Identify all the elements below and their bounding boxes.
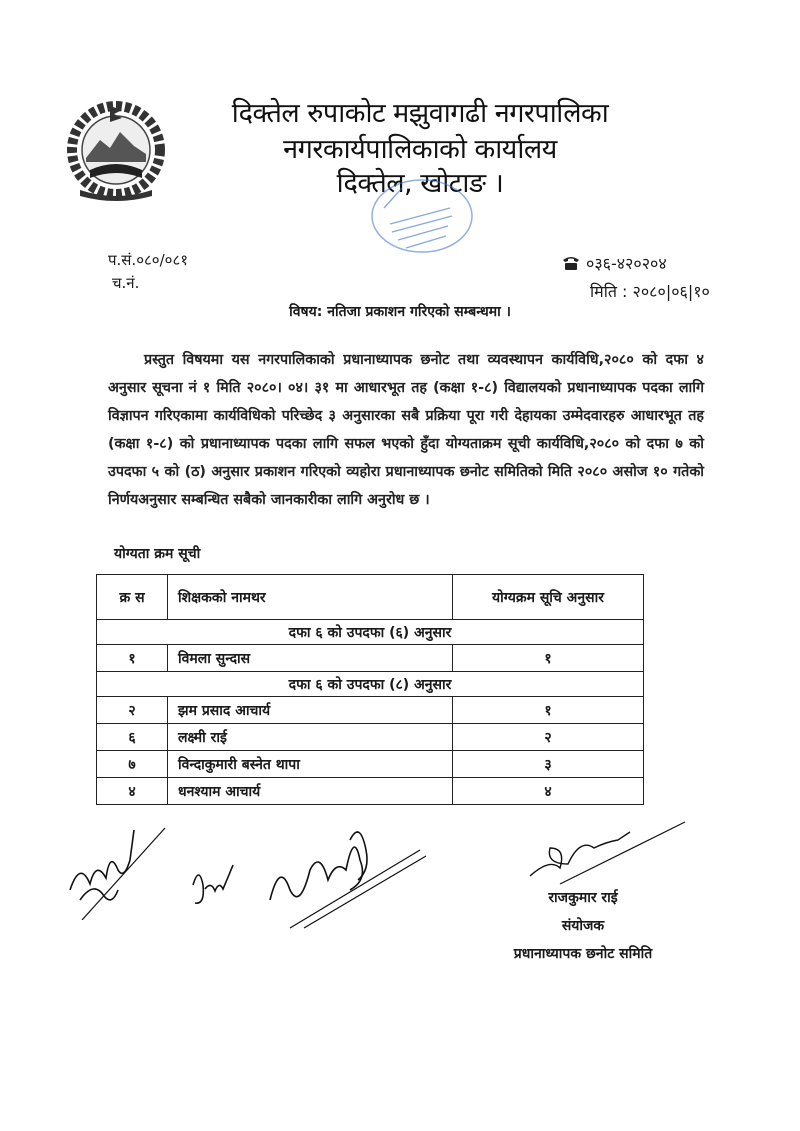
telephone-icon (562, 255, 580, 271)
signature-coordinator-icon (520, 818, 690, 888)
dispatch-number: च.नं. (112, 274, 140, 292)
cell-serial: २ (97, 697, 168, 724)
section-row (97, 672, 644, 697)
signature-member-3-icon (250, 820, 430, 930)
cell-rank: १ (453, 645, 644, 672)
table-row (97, 751, 644, 778)
cell-serial: १ (97, 645, 168, 672)
table-row (97, 645, 644, 672)
table-row (97, 697, 644, 724)
header-serial: क्र स (97, 575, 168, 620)
signature-member-1-icon (60, 820, 170, 920)
section-label: दफा ६ को उपदफा (६) अनुसार (97, 620, 644, 645)
letter-body-text: प्रस्तुत विषयमा यस नगरपालिकाको प्रधानाध्यापक छनोट तथा व्यवस्थापन कार्यविधि,२०८० को दफा ४ अनुसार सूचना नं १ मिति २०८०। ०४। ३१ मा आधारभूत तह (कक्षा १-८) विद्यालयको प्रधानाध्यापक पदका लागि विज्ञापन गरिएकामा कार्यविधिको परिच्छेद ३ अनुसारका सबै प्रक्रिया पूरा गरी देहायका उम्मेदवारहरु आधारभूत तह (कक्षा १-८) को प्रधानाध्यापक पदका लागि सफल भएको हुँदा योग्यताक्रम सूची कार्यविधि,२०८० को दफा ७ को उपदफा ५ को (ठ) अनुसार प्रकाशन गरिएको व्यहोरा प्रधानाध्यापक छनोट समितिको मिति २०८० असोज १० गतेको निर्णयअनुसार सम्बन्धित सबैको जानकारीका लागि अनुरोध छ । (108, 352, 704, 508)
section-label: दफा ६ को उपदफा (८) अनुसार (97, 672, 644, 697)
cell-name: विमला सुन्दास (168, 645, 453, 672)
letter-body (108, 346, 704, 514)
signatory-committee: प्रधानाध्यापक छनोट समिति (513, 946, 653, 962)
header-name: शिक्षकको नामथर (168, 575, 453, 620)
cell-rank: २ (453, 724, 644, 751)
signatory-block (498, 884, 668, 968)
cell-serial: ४ (97, 778, 168, 805)
municipality-name: दिक्तेल रुपाकोट मझुवागढी नगरपालिका (231, 98, 609, 129)
letter-date: मिति : २०८०|०६|१० (590, 282, 710, 301)
header-rank: योग्यक्रम सूचि अनुसार (453, 575, 644, 620)
cell-serial: ६ (97, 724, 168, 751)
table-row (97, 724, 644, 751)
merit-list-title: योग्यता क्रम सूची (114, 546, 201, 562)
signatory-role: संयोजक (561, 918, 605, 934)
cell-name: विन्दाकुमारी बस्नेत थापा (168, 751, 453, 778)
nepal-emblem-icon (60, 92, 172, 204)
cell-rank: ३ (453, 751, 644, 778)
table-row (97, 778, 644, 805)
office-stamp-icon (362, 178, 482, 260)
phone-line (562, 252, 667, 274)
phone-number: ०३६-४२०२०४ (586, 254, 667, 273)
merit-list-table (96, 574, 644, 805)
office-location: दिक्तेल, खोटाङ । (336, 168, 504, 199)
cell-name: झम प्रसाद आचार्य (168, 697, 453, 724)
cell-rank: १ (453, 697, 644, 724)
cell-name: धनश्याम आचार्य (168, 778, 453, 805)
signature-member-2-icon (185, 855, 255, 915)
office-name: नगरकार्यपालिकाको कार्यालय (283, 134, 557, 165)
subject-line: विषय: नतिजा प्रकाशन गरिएको सम्बन्धमा । (289, 304, 511, 320)
cell-rank: ४ (453, 778, 644, 805)
table-header-row (97, 575, 644, 620)
cell-name: लक्ष्मी राई (168, 724, 453, 751)
section-row (97, 620, 644, 645)
reference-number: प.सं.०८०/०८१ (108, 251, 189, 269)
signatory-name: राजकुमार राई (548, 890, 618, 906)
cell-serial: ७ (97, 751, 168, 778)
